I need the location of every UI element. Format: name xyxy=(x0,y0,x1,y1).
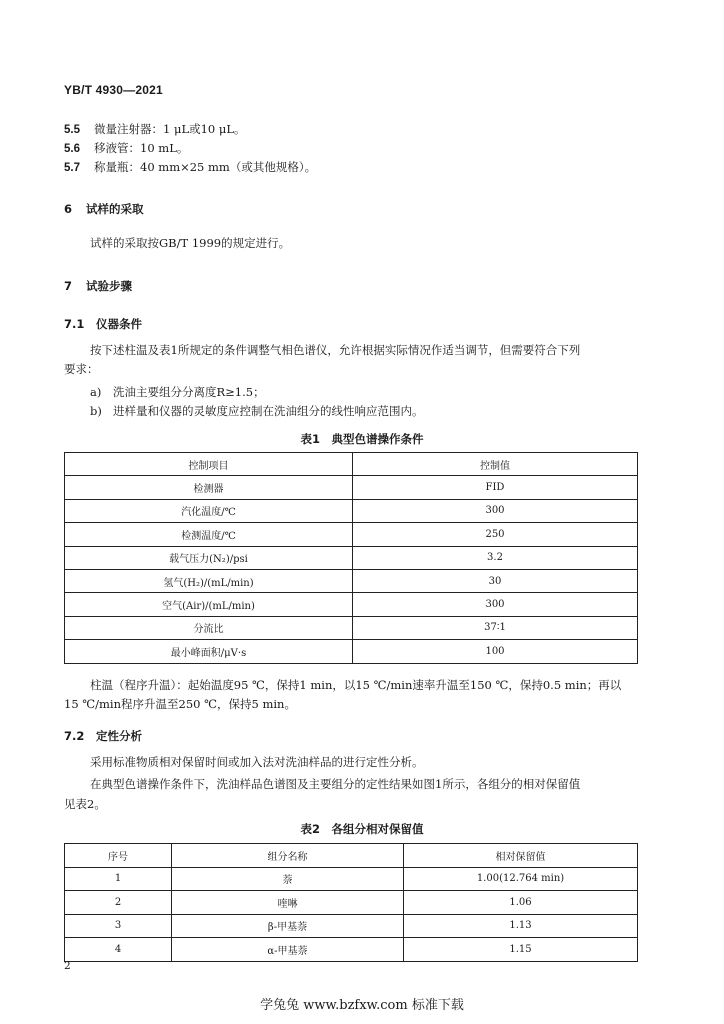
table-header-row xyxy=(65,453,638,476)
section-number: 7.1 xyxy=(64,317,85,331)
item-text: 进样量和仪器的灵敏度应控制在洗油组分的线性响应范围内。 xyxy=(113,404,424,418)
section-title: 定性分析 xyxy=(96,729,142,743)
table-2 xyxy=(64,843,638,962)
header-cell: 组分名称 xyxy=(172,844,404,868)
table-cell: 300 xyxy=(353,593,638,616)
table-cell: β-甲基萘 xyxy=(172,914,404,938)
table-cell: 1.15 xyxy=(404,938,638,962)
table-cell: 氢气(H₂)/(mL/min) xyxy=(65,569,353,592)
item-text: 微量注射器：1 μL或10 μL。 xyxy=(94,122,246,136)
section-heading-7-2 xyxy=(64,728,142,744)
table-row xyxy=(65,546,638,569)
section-number: 6 xyxy=(64,202,73,216)
table-row xyxy=(65,476,638,499)
item-number: 5.7 xyxy=(64,162,80,174)
item-number: 5.5 xyxy=(64,124,80,136)
qualitative-para-2-line-2: 见表2。 xyxy=(64,797,106,811)
table-1 xyxy=(64,452,638,664)
table-cell: 喹啉 xyxy=(172,891,404,915)
table-cell: 检测器 xyxy=(65,476,353,499)
table-row xyxy=(65,867,638,891)
table-cell: α-甲基萘 xyxy=(172,938,404,962)
standard-id-header: YB/T 4930—2021 xyxy=(64,83,163,97)
header-cell: 控制值 xyxy=(353,453,638,476)
table-row xyxy=(65,938,638,962)
table-cell: 30 xyxy=(353,569,638,592)
item-number: 5.6 xyxy=(64,143,80,155)
table-cell: FID xyxy=(353,476,638,499)
section-heading-6 xyxy=(64,201,144,217)
table-cell: 2 xyxy=(65,891,172,915)
table-row xyxy=(65,914,638,938)
table-cell: 分流比 xyxy=(65,616,353,639)
section-title: 仪器条件 xyxy=(96,317,142,331)
table-row xyxy=(65,616,638,639)
column-temp-line-1: 柱温（程序升温）：起始温度95 ℃，保持1 min，以15 ℃/min速率升温至150 ℃，保持0.5 min；再以 xyxy=(90,678,622,692)
table-cell: 检测温度/℃ xyxy=(65,523,353,546)
qualitative-para-2-line-1: 在典型色谱操作条件下，洗油样品色谱图及主要组分的定性结果如图1所示，各组分的相对保留值 xyxy=(90,777,581,791)
section-heading-7 xyxy=(64,278,132,294)
list-item xyxy=(64,121,245,137)
table-cell: 最小峰面积/μV·s xyxy=(65,640,353,663)
table-cell: 萘 xyxy=(172,867,404,891)
table-cell: 3.2 xyxy=(353,546,638,569)
section-6-body: 试样的采取按GB/T 1999的规定进行。 xyxy=(90,236,291,250)
table-row xyxy=(65,499,638,522)
table-cell: 1 xyxy=(65,867,172,891)
table-row xyxy=(65,523,638,546)
requirement-item xyxy=(90,401,424,421)
table-row xyxy=(65,891,638,915)
table-cell: 1.00(12.764 min) xyxy=(404,867,638,891)
item-text: 洗油主要组分分离度R≥1.5； xyxy=(113,385,265,399)
page-number: 2 xyxy=(64,960,71,972)
requirement-item xyxy=(90,382,265,402)
table-cell: 300 xyxy=(353,499,638,522)
table-row xyxy=(65,640,638,663)
table-2-caption: 表2 各组分相对保留值 xyxy=(300,822,424,836)
item-letter: b) xyxy=(90,404,102,418)
section-number: 7 xyxy=(64,279,73,293)
list-item xyxy=(64,159,316,175)
item-text: 移液管：10 mL。 xyxy=(94,141,189,155)
section-title: 试样的采取 xyxy=(86,202,144,216)
section-heading-7-1 xyxy=(64,316,142,332)
intro-line-1: 按下述柱温及表1所规定的条件调整气相色谱仪，允许根据实际情况作适当调节，但需要符合下列 xyxy=(90,343,581,357)
item-text: 称量瓶：40 mm×25 mm（或其他规格）。 xyxy=(94,160,317,174)
qualitative-para-1: 采用标准物质相对保留时间或加入法对洗油样品的进行定性分析。 xyxy=(90,755,424,769)
table-cell: 1.06 xyxy=(404,891,638,915)
table-row xyxy=(65,569,638,592)
column-temp-line-2: 15 ℃/min程序升温至250 ℃，保持5 min。 xyxy=(64,697,296,711)
section-number: 7.2 xyxy=(64,729,85,743)
intro-line-2: 要求： xyxy=(64,362,99,376)
section-title: 试验步骤 xyxy=(86,279,132,293)
table-row xyxy=(65,593,638,616)
table-cell: 100 xyxy=(353,640,638,663)
list-item xyxy=(64,140,188,156)
table-cell: 4 xyxy=(65,938,172,962)
table-cell: 250 xyxy=(353,523,638,546)
header-cell: 序号 xyxy=(65,844,172,868)
table-cell: 汽化温度/℃ xyxy=(65,499,353,522)
header-cell: 控制项目 xyxy=(65,453,353,476)
table-cell: 1.13 xyxy=(404,914,638,938)
table-header-row xyxy=(65,844,638,868)
table-cell: 37∶1 xyxy=(353,616,638,639)
table-1-caption: 表1 典型色谱操作条件 xyxy=(300,432,424,446)
footer-watermark: 学兔兔 www.bzfxw.com 标准下载 xyxy=(260,998,464,1013)
table-cell: 载气压力(N₂)/psi xyxy=(65,546,353,569)
table-cell: 空气(Air)/(mL/min) xyxy=(65,593,353,616)
table-cell: 3 xyxy=(65,914,172,938)
header-cell: 相对保留值 xyxy=(404,844,638,868)
item-letter: a) xyxy=(90,385,102,399)
